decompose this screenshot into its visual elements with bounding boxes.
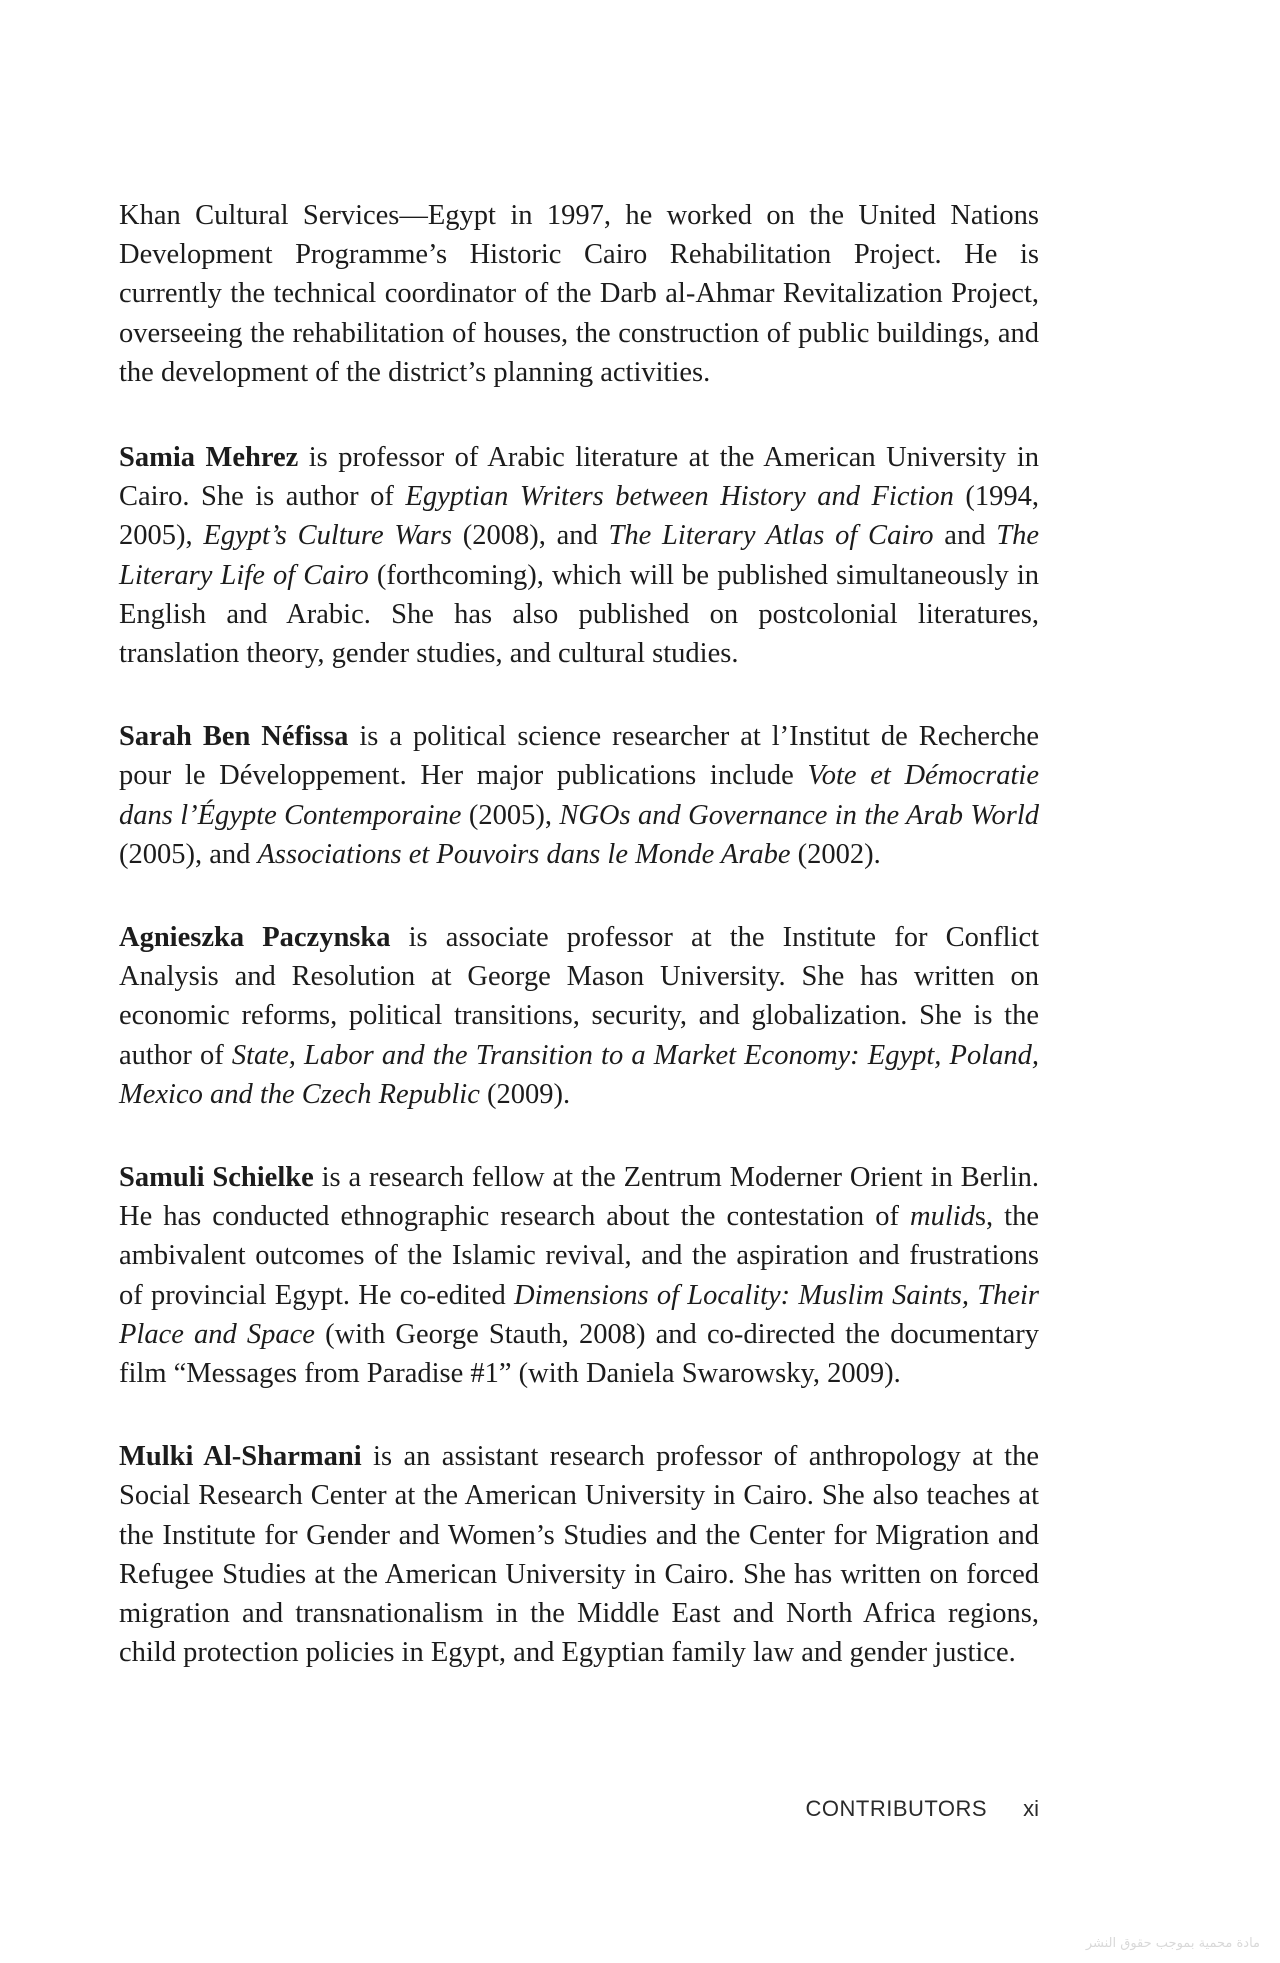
bio-text: (2005), and (119, 838, 258, 870)
book-title: The Literary Atlas of Cairo (608, 520, 934, 552)
bio-text: is associate professor at the Institute for Conflict Analysis and Resolution at George Mason University. She has written on economic reforms, political transitions, security, and globalization. She is the author of (119, 922, 1040, 1071)
bio-text: (2005), (461, 799, 560, 831)
book-title: State, Labor and the Transition to a Market Economy: Egypt, Poland, Mexico and the Czech Republic (119, 1039, 1039, 1110)
book-title: Egyptian Writers between History and Fiction (405, 481, 954, 513)
contributor-name: Samia Mehrez (119, 442, 299, 474)
bio-paragraph-continued (119, 196, 1039, 392)
book-title: NGOs and Governance in the Arab World (559, 799, 1040, 831)
bio-text: (1994, 2005), (119, 481, 1039, 552)
bio-text: is a political science researcher at l’Institut de Recherche pour le Développement. Her major publications include (119, 721, 1039, 792)
bio-text: (with George Stauth, 2008) and co-directed the documentary film “Messages from Paradise #1” (with Daniela Swarowsky, 2009). (119, 1318, 1039, 1390)
contributor-name: Sarah Ben Néfissa (119, 721, 349, 753)
italic-term: mulid (909, 1201, 975, 1233)
contributor-name: Mulki Al-Sharmani (119, 1441, 362, 1473)
copyright-watermark: مادة محمية بموجب حقوق النشر (1085, 1936, 1260, 1951)
bio-text: (2009). (479, 1078, 571, 1110)
book-title: The Literary Life of Cairo (119, 520, 1039, 591)
bio-text: is an assistant research professor of anthropology at the Social Research Center at the American University in Cairo. She also teaches at the Institute for Gender and Women’s Studies and the Center for Migration and Refugee Studies at the American University in Cairo. She has written on forced migration and transnationalism in the Middle East and North Africa regions, child protection policies in Egypt, and Egyptian family law and gender justice. (119, 1441, 1039, 1669)
book-title: Associations et Pouvoirs dans le Monde Arabe (257, 838, 791, 870)
page-content (119, 196, 1039, 1717)
bio-text: and (933, 520, 997, 552)
running-footer (806, 1796, 1040, 1822)
bio-paragraph-samuli-schielke (119, 1158, 1039, 1393)
book-title: Vote et Démocratie dans l’Égypte Contemporaine (119, 760, 1039, 831)
section-title: CONTRIBUTORS (805, 1796, 988, 1821)
bio-text: (forthcoming), which will be published simultaneously in English and Arabic. She has also published on postcolonial literatures, translation theory, gender studies, and cultural studies. (119, 559, 1039, 670)
bio-paragraph-agnieszka-paczynska (119, 918, 1039, 1114)
bio-paragraph-samia-mehrez (119, 438, 1039, 673)
bio-paragraph-sarah-ben-nefissa (119, 717, 1039, 874)
bio-paragraph-mulki-al-sharmani (119, 1437, 1039, 1672)
bio-text: (2008), and (451, 520, 609, 552)
contributor-name: Samuli Schielke (119, 1162, 314, 1194)
bio-text: is professor of Arabic literature at the American University in Cairo. She is author of (119, 442, 1039, 513)
bio-text: s, the ambivalent outcomes of the Islamic revival, and the aspiration and frustrations of provincial Egypt. He co-edited (119, 1201, 1039, 1311)
bio-text: Khan Cultural Services—Egypt in 1997, he worked on the United Nations Development Programme’s Historic Cairo Rehabilitation Project. He is currently the technical coordinator of the Darb al-Ahmar Revitalization Project, overseeing the rehabilitation of houses, the construction of public buildings, and the development of the district’s planning activities. (119, 200, 1039, 388)
book-title: Dimensions of Locality: Muslim Saints, Their Place and Space (119, 1279, 1039, 1350)
book-title: Egypt’s Culture Wars (203, 520, 452, 552)
contributor-name: Agnieszka Paczynska (119, 922, 391, 954)
page-number: xi (1023, 1796, 1039, 1821)
bio-text: (2002). (790, 838, 881, 870)
bio-text: is a research fellow at the Zentrum Moderner Orient in Berlin. He has conducted ethnographic research about the contestation of (119, 1162, 1039, 1233)
